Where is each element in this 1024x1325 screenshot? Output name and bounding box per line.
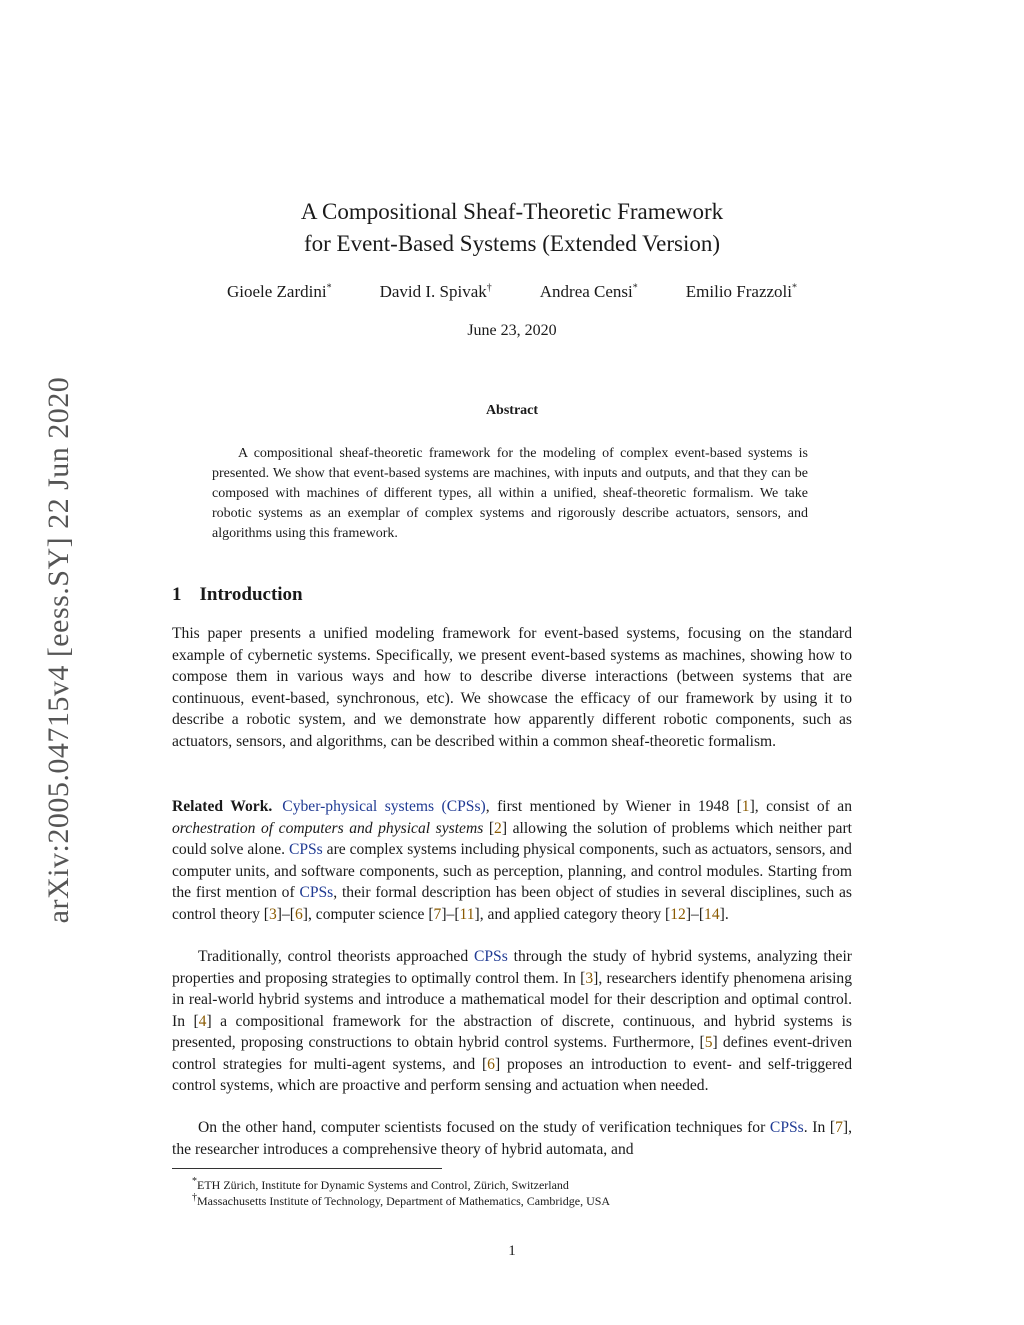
title-line-1: A Compositional Sheaf-Theoretic Framework: [300, 199, 724, 224]
citation-link[interactable]: 3: [585, 969, 594, 987]
section-title: Introduction: [199, 584, 303, 605]
citation-link[interactable]: 1: [741, 798, 750, 815]
title-line-2: for Event-Based Systems (Extended Version): [303, 231, 721, 256]
intro-paragraph: This paper presents a unified modeling framework for event-based systems, focusing on the standard example of cybernetic systems. Specifically, we present event-based systems as machines, showing how to compose them in various ways and how to describe diverse interactions (between systems that are continuous, event-based, synchronous, etc). We showcase the efficacy of our framework by using it to describe a robotic system, and we demonstrate how apparently different robotic components, such as actuators, sensors, and algorithms, can be described within a common sheaf-theoretic formalism.: [172, 625, 852, 750]
citation-link[interactable]: 14: [704, 905, 720, 923]
paragraph-lead: Related Work.: [172, 798, 273, 815]
citation-link[interactable]: 7: [835, 1119, 843, 1136]
acronym-link[interactable]: CPSs: [473, 948, 508, 965]
acronym-link[interactable]: CPSs: [288, 841, 323, 858]
citation-link[interactable]: 4: [198, 1012, 207, 1030]
citation-link[interactable]: 3: [269, 905, 277, 923]
body-paragraph: Traditionally, control theorists approached CPSs through the study of hybrid systems, analyzing their properties and proposing strategies to optimally control them. In [3], researchers identify phenomena arising in real-world hybrid systems and introduce a mathematical model for their description and optimal control. In [4] a compositional framework for the abstraction of discrete, continuous, and hybrid systems is presented, proposing constructions to obtain hybrid control systems. Furthermore, [5] defines event-driven control strategies for multi-agent systems, and [6] proposes an introduction to event- and self-triggered control systems, which are proactive and perform sensing and actuation when needed.: [172, 948, 853, 1094]
author: Emilio Frazzoli*: [685, 282, 798, 301]
citation-link[interactable]: 5: [704, 1034, 713, 1051]
citation-link[interactable]: 7: [433, 905, 442, 923]
acronym-link[interactable]: Cyber-physical systems (CPSs): [282, 798, 486, 815]
abstract-heading: Abstract: [485, 403, 539, 418]
citation-link[interactable]: 12: [670, 905, 686, 923]
acronym-link[interactable]: CPSs: [769, 1119, 804, 1136]
author: Gioele Zardini*: [226, 282, 332, 301]
related-work-paragraph: Related Work. Cyber-physical systems (CPSs), first mentioned by Wiener in 1948 [1], consist of an orchestration of computers and physical systems [2] allowing the solution of problems which neither part could solve alone. CPSs are complex systems including physical components, such as actuators, sensors, and computer units, and software components, such as perception, planning, and control modules. Starting from the first mention of CPSs, their formal description has been object of studies in several disciplines, such as control theory [3]–[6], computer science [7]–[11], and applied category theory [12]–[14].: [172, 798, 853, 923]
footnote: †Massachusetts Institute of Technology, Department of Mathematics, Cambridge, USA: [192, 1192, 611, 1208]
citation-link[interactable]: 2: [494, 819, 502, 837]
body-paragraph: On the other hand, computer scientists focused on the study of verification techniques for CPSs. In [7], the researcher introduces a comprehensive theory of hybrid automata, and: [172, 1119, 852, 1158]
abstract-body: A compositional sheaf-theoretic framework for the modeling of complex event-based systems is presented. We show that event-based systems are machines, with inputs and outputs, and that they can be composed with machines of different types, all within a unified, sheaf-theoretic formalism. We take robotic systems as an exemplar of complex systems and rigorously describe actuators, sensors, and algorithms using this framework.: [212, 446, 808, 541]
citation-link[interactable]: 6: [294, 905, 303, 923]
citation-link[interactable]: 6: [487, 1055, 495, 1073]
section-heading: [172, 584, 303, 606]
footnote-rule: [172, 1168, 442, 1169]
author: David I. Spivak†: [379, 282, 492, 301]
page-number: 1: [508, 1243, 516, 1259]
section-number: 1: [172, 584, 182, 605]
footnote: *ETH Zürich, Institute for Dynamic Systems and Control, Zürich, Switzerland: [192, 1176, 569, 1192]
paper-date: June 23, 2020: [467, 322, 557, 339]
paper-title: [0, 196, 1024, 260]
citation-link[interactable]: 11: [459, 905, 475, 923]
emphasis-text: orchestration of computers and physical systems: [172, 819, 484, 837]
acronym-link[interactable]: CPSs: [299, 884, 334, 901]
author-list: [0, 282, 1024, 302]
author: Andrea Censi*: [539, 282, 638, 301]
arxiv-sidebar-stamp: arXiv:2005.04715v4 [eess.SY] 22 Jun 2020: [42, 376, 75, 924]
